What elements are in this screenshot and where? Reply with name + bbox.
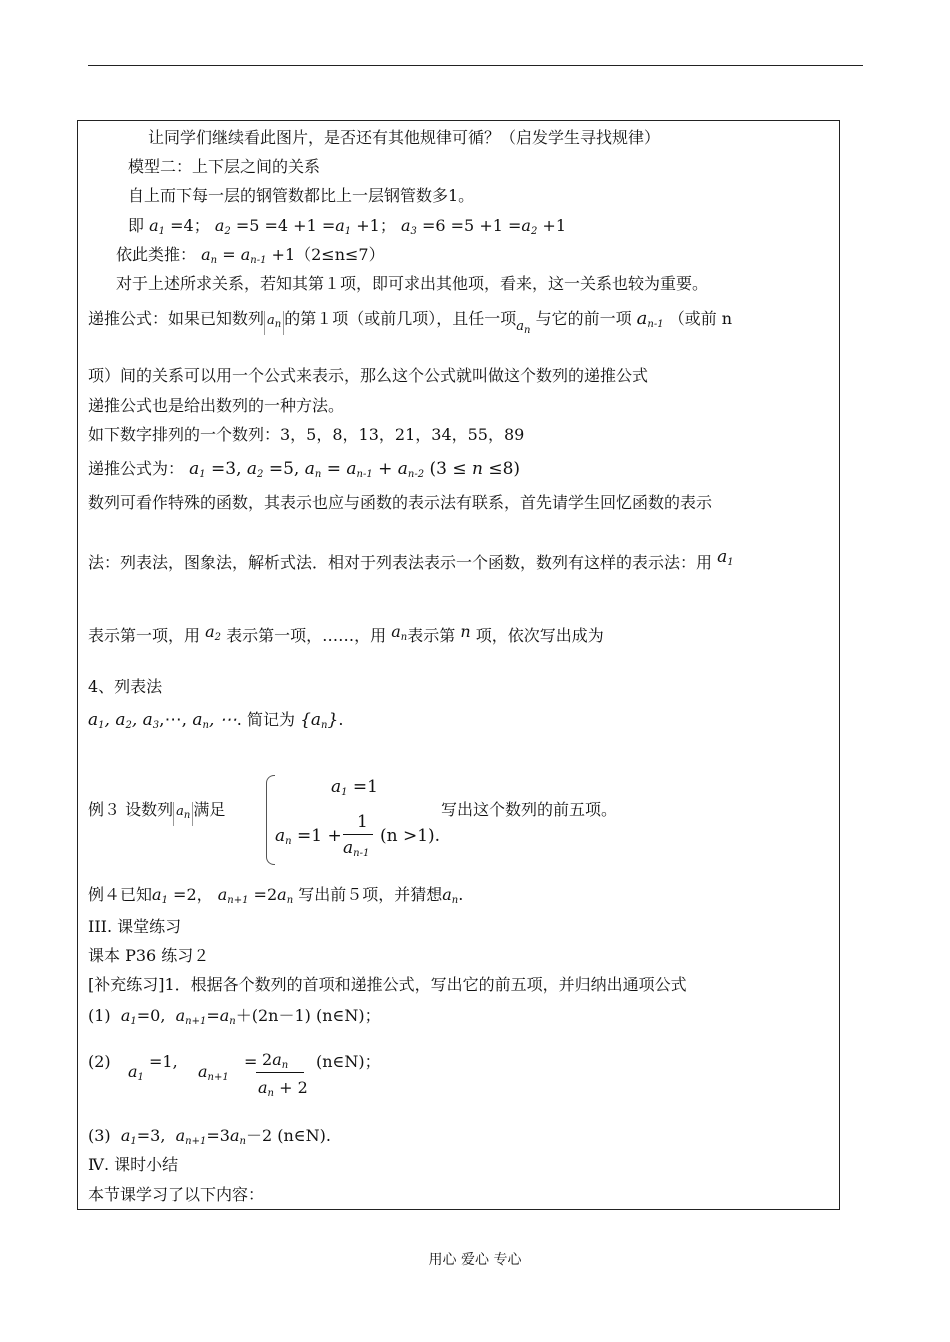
formula-line: $a_n =1$ + bbox=[275, 826, 342, 847]
formula-line: 即 $a_1 =4$； $a_2 =5 =4 +1 =a_1 +1$； $a_3 =6 =5 +1 =a_2 +1$ bbox=[128, 216, 566, 237]
fraction-numerator: 1 bbox=[357, 812, 368, 832]
text-line: 例３ 设数列 $a_n$ 满足 bbox=[88, 800, 225, 826]
text-line: 递推公式：如果已知数列 $a_n$ 的第１项（或前几项），且任一项$_{a_n}$ 与它的前一项 $a_{n-1}$ （或前 n bbox=[88, 308, 733, 336]
text-line: 让同学们继续看此图片，是否还有其他规律可循？（启发学生寻找规律） bbox=[148, 128, 661, 147]
text-line: 对于上述所求关系，若知其第１项，即可求出其他项，看来，这一关系也较为重要。 bbox=[116, 274, 709, 293]
formula-line: 递推公式为： $a_1 =3$, $a_2 =5$, $a_n = a_{n-1} + a_{n-2}$ (3 ≤ n ≤8) bbox=[88, 459, 521, 480]
formula-line: $a_{n+1}$ = bbox=[198, 1052, 258, 1083]
formula-line: $a_1$, $a_2$, $a_3,\cdots$, $a_n$, ⋯. 简记为 $\{a_n\}$. bbox=[88, 710, 344, 731]
formula-line: (n >1). bbox=[380, 826, 441, 846]
formula-line: (3) $a_1=3$, $a_{n+1}=3a_n-2$ (n∈N). bbox=[88, 1126, 331, 1147]
text-line: 递推公式也是给出数列的一种方法。 bbox=[88, 396, 345, 415]
text-line: [补充练习]1．根据各个数列的首项和递推公式，写出它的前五项，并归纳出通项公式 bbox=[88, 975, 687, 994]
text-line: 课本 P36 练习２ bbox=[88, 946, 210, 965]
text-line: 写出这个数列的前五项。 bbox=[441, 800, 618, 819]
text-line: 自上而下每一层的钢管数都比上一层钢管数多1。 bbox=[128, 186, 475, 205]
formula-line: 依此类推： $a_n = a_{n-1} +1(2\le n\le 7)$ bbox=[116, 245, 385, 266]
brace bbox=[266, 775, 275, 865]
formula-line: (n∈N)； bbox=[316, 1052, 381, 1071]
text-line: 法：列表法，图象法，解析式法．相对于列表法表示一个函数，数列有这样的表示法：用 $a_1$ bbox=[88, 547, 734, 572]
formula-line: $a_1 =1$, bbox=[128, 1052, 178, 1083]
text-line: 模型二：上下层之间的关系 bbox=[128, 157, 321, 176]
section-heading: III. 课堂练习 bbox=[88, 917, 182, 936]
text-line: 项）间的关系可以用一个公式来表示，那么这个公式就叫做这个数列的递推公式 bbox=[88, 366, 649, 385]
fraction-bar bbox=[343, 834, 373, 835]
text-line: 例４已知$a_1 =2$， $a_{n+1} =2a_n$ 写出前５项，并猜想$a_n$. bbox=[88, 885, 464, 906]
fraction-denominator: $a_{n-1}$ bbox=[343, 838, 370, 859]
formula-line: (2) bbox=[88, 1052, 111, 1071]
text-line: 本节课学习了以下内容： bbox=[88, 1185, 265, 1204]
fraction-denominator: $a_n + 2$ bbox=[258, 1078, 308, 1099]
formula-line: $a_1 =1$ bbox=[331, 777, 378, 798]
section-heading: Ⅳ. 课时小结 bbox=[88, 1155, 179, 1174]
text-line: 数列可看作特殊的函数，其表示也应与函数的表示法有联系，首先请学生回忆函数的表示 bbox=[88, 493, 713, 512]
fraction-bar bbox=[256, 1072, 304, 1073]
header-rule bbox=[88, 65, 863, 66]
formula-line: (1) $a_1=0$, $a_{n+1}=a_n+(2n-1)$ (n∈N)； bbox=[88, 1006, 381, 1027]
text-line: 如下数字排列的一个数列：3，5，8，13，21，34，55，89 bbox=[88, 425, 525, 444]
text-line: 4、列表法 bbox=[88, 677, 163, 696]
page-footer: 用心 爱心 专心 bbox=[428, 1252, 522, 1268]
fraction-numerator: $2a_n$ bbox=[262, 1050, 289, 1071]
text-line: 表示第一项，用 $a_2$ 表示第一项，……，用 $a_n$表示第 n 项，依次写出成为 bbox=[88, 622, 604, 645]
